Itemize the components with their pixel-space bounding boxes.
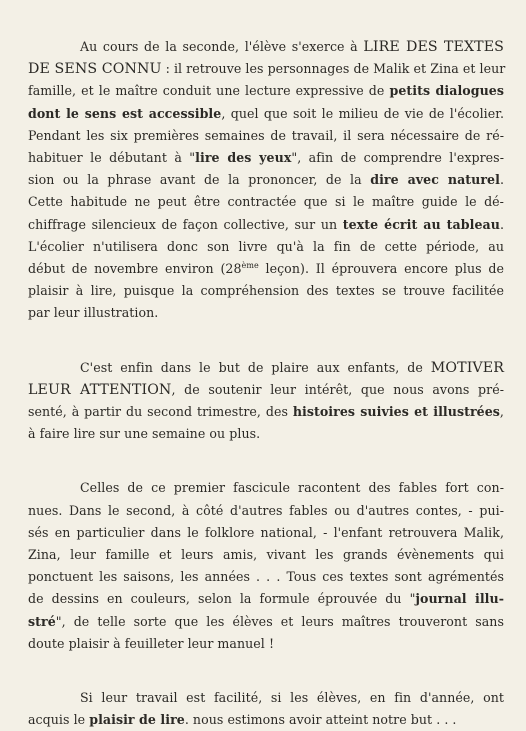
superscript: ème xyxy=(241,261,259,271)
text-span: Zina, leur famille et leurs amis, vivant les grands évènements qui xyxy=(28,547,504,563)
text-span: ", afin de comprendre l'expres- xyxy=(291,150,504,166)
bold-text: histoires suivies et illustrées xyxy=(292,404,500,420)
text-line xyxy=(28,302,504,324)
text-span: . xyxy=(499,216,504,232)
text-span: début de novembre environ (28 xyxy=(28,261,242,277)
text-span: Cette habitude ne peut être contractée que si le maître guide le dé- xyxy=(28,194,504,210)
text-line xyxy=(28,633,504,655)
text-span: senté, à partir du second trimestre, des xyxy=(28,404,293,420)
bold-text: lire des yeux xyxy=(195,150,292,166)
text-line xyxy=(28,522,504,544)
text-line xyxy=(28,169,504,191)
text-line xyxy=(28,423,504,445)
text-line xyxy=(28,477,504,499)
caps-text: LIRE DES TEXTES xyxy=(363,39,504,55)
text-line xyxy=(28,191,504,213)
bold-text: plaisir de lire xyxy=(89,712,185,728)
bold-text: petits dialogues xyxy=(389,83,504,99)
text-span: de dessins en couleurs, selon la formule éprouvée du " xyxy=(28,591,416,607)
text-line xyxy=(28,147,504,169)
text-span: Au cours de la seconde, l'élève s'exerce à xyxy=(80,39,364,54)
text-span: : il retrouve les personnages de Malik et Zina et leur xyxy=(161,61,506,77)
text-span: doute plaisir à feuilleter leur manuel ! xyxy=(28,635,275,651)
text-line xyxy=(28,236,504,258)
text-span: . xyxy=(499,172,504,188)
text-span: plaisir à lire, puisque la compréhension des textes se trouve facilitée xyxy=(28,283,504,299)
text-line xyxy=(28,58,504,80)
caps-text: MOTIVER xyxy=(430,359,504,376)
text-line xyxy=(28,500,504,522)
text-span: Celles de ce premier fascicule racontent des fables fort con- xyxy=(80,480,504,496)
bold-text: dire avec naturel xyxy=(370,172,500,188)
text-span: C'est enfin dans le but de plaire aux enfants, de xyxy=(80,359,431,375)
text-span: , quel que soit le milieu de vie de l'écolier. xyxy=(221,105,504,121)
text-span: ponctuent les saisons, les années . . . Tous ces textes sont agrémentés xyxy=(28,569,504,585)
text-span: Pendant les six premières semaines de travail, il sera nécessaire de ré- xyxy=(28,127,504,143)
bold-text: journal illu- xyxy=(415,591,504,607)
text-span: ", de telle sorte que les élèves et leurs maîtres trouveront sans xyxy=(55,613,504,629)
bold-text: texte écrit au tableau xyxy=(342,216,500,232)
text-line xyxy=(28,611,504,633)
text-span: Si leur travail est facilité, si les élèves, en fin d'année, ont xyxy=(80,690,504,706)
text-line xyxy=(28,401,504,423)
text-span: . nous estimons avoir atteint notre but . . . xyxy=(184,712,457,728)
text-span: chiffrage silencieux de façon collective, sur un xyxy=(28,216,343,232)
text-line xyxy=(28,214,504,236)
text-span: L'écolier n'utilisera donc son livre qu'à la fin de cette période, au xyxy=(28,238,504,254)
text-line xyxy=(28,544,504,566)
paragraph-1 xyxy=(28,36,504,325)
text-span: , xyxy=(499,404,504,420)
text-line xyxy=(28,687,504,709)
text-line xyxy=(28,125,504,147)
text-line xyxy=(28,36,504,58)
text-line xyxy=(28,588,504,610)
text-span: à faire lire sur une semaine ou plus. xyxy=(28,426,261,442)
bold-text: dont le sens est accessible xyxy=(28,105,222,121)
text-span: , de soutenir leur intérêt, que nous avons pré- xyxy=(171,381,505,397)
text-line xyxy=(28,566,504,588)
text-span: acquis le xyxy=(28,712,90,728)
text-line xyxy=(28,103,504,125)
text-span: famille, et le maître conduit une lecture expressive de xyxy=(28,83,390,99)
text-span: par leur illustration. xyxy=(28,305,159,321)
bold-text: stré xyxy=(28,613,56,629)
text-span: nues. Dans le second, à côté d'autres fables ou d'autres contes, - pui- xyxy=(28,502,504,518)
text-line xyxy=(28,709,504,731)
text-span: sés en particulier dans le folklore national, - l'enfant retrouvera Malik, xyxy=(28,524,504,540)
text-line xyxy=(28,357,504,379)
text-line xyxy=(28,80,504,102)
text-line xyxy=(28,280,504,302)
text-line xyxy=(28,379,504,401)
text-span: leçon). Il éprouvera encore plus de xyxy=(258,261,504,277)
caps-text: DE SENS CONNU xyxy=(28,61,162,78)
paragraph-2 xyxy=(28,357,504,446)
text-span: sion ou la phrase avant de la prononcer, de la xyxy=(28,172,371,188)
paragraph-3 xyxy=(28,477,504,655)
text-span: habituer le débutant à " xyxy=(28,150,196,166)
paragraph-4 xyxy=(28,687,504,731)
caps-text: LEUR ATTENTION xyxy=(28,381,172,398)
text-line xyxy=(28,258,504,280)
